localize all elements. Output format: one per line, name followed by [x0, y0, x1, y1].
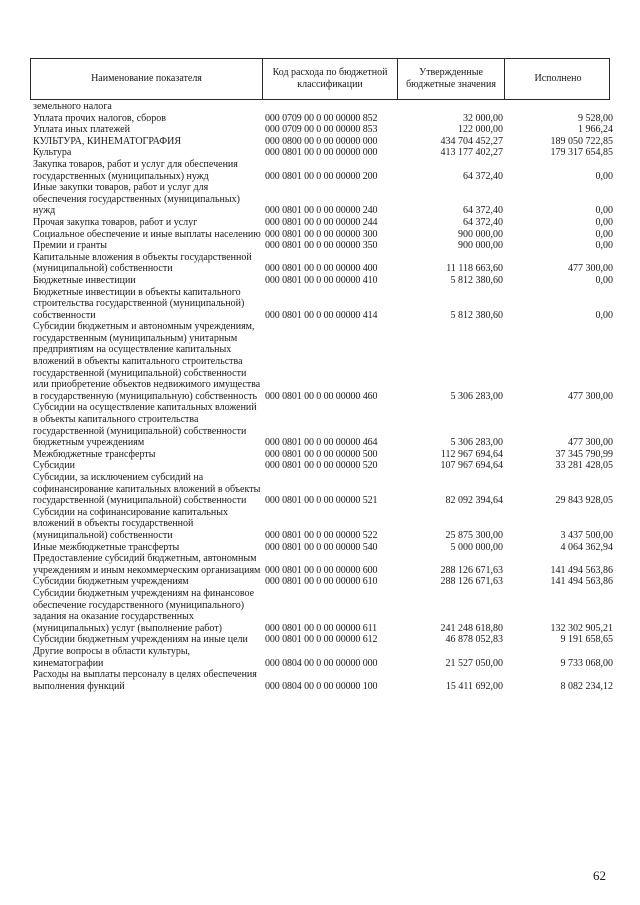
- row-name: Иные закупки товаров, работ и услуг для обеспечения государственных (муниципальных) нужд: [33, 182, 240, 217]
- table-row: [33, 240, 613, 252]
- row-name: Предоставление субсидий бюджетным, автономным учреждениям и иным некоммерческим организациям: [33, 553, 261, 576]
- table-row: [33, 217, 613, 229]
- row-approved: 46 878 052,83: [445, 634, 503, 646]
- table-row: [33, 182, 613, 217]
- table-row: [33, 229, 613, 241]
- row-code: 000 0709 00 0 00 00000 853: [265, 124, 378, 136]
- table-row: [33, 507, 613, 542]
- row-approved: 64 372,40: [463, 170, 503, 182]
- row-approved: 288 126 671,63: [440, 564, 503, 576]
- row-executed: 9 528,00: [578, 112, 613, 124]
- table-row: [33, 460, 613, 472]
- row-executed: 1 966,24: [578, 124, 613, 136]
- row-code: 000 0801 00 0 00 00000 200: [265, 170, 378, 182]
- row-name: Культура: [33, 147, 72, 159]
- row-approved: 82 092 394,64: [445, 495, 503, 507]
- row-code: 000 0800 00 0 00 00000 000: [265, 135, 378, 147]
- row-code: 000 0801 00 0 00 00000 244: [265, 216, 378, 228]
- table-row: [33, 669, 613, 692]
- row-code: 000 0804 00 0 00 00000 000: [265, 657, 378, 669]
- header-approved: Утвержденные бюджетные значения: [398, 59, 505, 99]
- row-code: 000 0801 00 0 00 00000 000: [265, 147, 378, 159]
- table-header: [30, 58, 610, 100]
- row-code: 000 0801 00 0 00 00000 522: [265, 529, 378, 541]
- table-row: [33, 136, 613, 148]
- row-approved: 112 967 694,64: [440, 448, 503, 460]
- row-code: 000 0801 00 0 00 00000 612: [265, 634, 378, 646]
- table-row: [33, 542, 613, 554]
- row-executed: 0,00: [595, 240, 613, 252]
- table-row: [33, 101, 613, 113]
- row-executed: 0,00: [595, 170, 613, 182]
- table-body: [33, 101, 613, 692]
- row-approved: 434 704 452,27: [440, 135, 503, 147]
- row-code: 000 0801 00 0 00 00000 521: [265, 495, 378, 507]
- row-name: Капитальные вложения в объекты государственной (муниципальной) собственности: [33, 251, 252, 275]
- row-approved: 241 248 618,80: [440, 622, 503, 634]
- row-name: Субсидии бюджетным учреждениям: [33, 576, 189, 588]
- row-executed: 141 494 563,86: [550, 564, 613, 576]
- header-name: Наименование показателя: [31, 59, 263, 99]
- row-name: Закупка товаров, работ и услуг для обеспечения государственных (муниципальных) нужд: [33, 158, 238, 182]
- table-row: [33, 275, 613, 287]
- row-name: КУЛЬТУРА, КИНЕМАТОГРАФИЯ: [33, 135, 181, 147]
- row-approved: 25 875 300,00: [445, 529, 503, 541]
- row-executed: 33 281 428,05: [555, 460, 613, 472]
- row-name: Межбюджетные трансферты: [33, 448, 156, 460]
- row-code: 000 0801 00 0 00 00000 350: [265, 240, 378, 252]
- row-code: 000 0801 00 0 00 00000 610: [265, 576, 378, 588]
- row-code: 000 0804 00 0 00 00000 100: [265, 680, 378, 692]
- row-approved: 5 000 000,00: [450, 541, 503, 553]
- row-name: Прочая закупка товаров, работ и услуг: [33, 216, 198, 228]
- row-name: Субсидии бюджетным учреждениям на финансовое обеспечение государственного (муниципального) задания на оказание государственных (муниципальных) услуг (выполнение работ): [33, 587, 255, 634]
- row-code: 000 0801 00 0 00 00000 414: [265, 309, 378, 321]
- table-row: [33, 147, 613, 159]
- row-approved: 5 812 380,60: [450, 274, 503, 286]
- row-name: Субсидии: [33, 460, 75, 472]
- table-row: [33, 634, 613, 646]
- row-approved: 32 000,00: [463, 112, 503, 124]
- row-name: Субсидии, за исключением субсидий на софинансирование капитальных вложений в объекты государственной (муниципальной) собственности: [33, 472, 261, 507]
- table-row: [33, 287, 613, 322]
- row-executed: 37 345 790,99: [555, 448, 613, 460]
- row-approved: 15 411 692,00: [445, 680, 503, 692]
- row-executed: 132 302 905,21: [550, 622, 613, 634]
- row-name: Бюджетные инвестиции: [33, 274, 136, 286]
- row-name: Премии и гранты: [33, 240, 108, 252]
- row-name: Иные межбюджетные трансферты: [33, 541, 180, 553]
- row-code: 000 0801 00 0 00 00000 460: [265, 390, 378, 402]
- row-approved: 122 000,00: [458, 124, 503, 136]
- row-name: Уплата прочих налогов, сборов: [33, 112, 166, 124]
- table-row: [33, 159, 613, 182]
- row-name: земельного налога: [33, 101, 112, 112]
- row-approved: 107 967 694,64: [440, 460, 503, 472]
- row-code: 000 0801 00 0 00 00000 464: [265, 437, 378, 449]
- row-code: 000 0801 00 0 00 00000 240: [265, 205, 378, 217]
- row-code: 000 0801 00 0 00 00000 540: [265, 541, 378, 553]
- row-approved: 64 372,40: [463, 216, 503, 228]
- table-row: [33, 124, 613, 136]
- row-name: Социальное обеспечение и иные выплаты населению: [33, 228, 261, 240]
- row-approved: 900 000,00: [458, 240, 503, 252]
- row-code: 000 0801 00 0 00 00000 410: [265, 274, 378, 286]
- header-code: Код расхода по бюджетной классификации: [263, 59, 398, 99]
- row-executed: 3 437 500,00: [560, 529, 613, 541]
- row-approved: 5 306 283,00: [450, 390, 503, 402]
- row-executed: 9 191 658,65: [560, 634, 613, 646]
- row-executed: 477 300,00: [568, 263, 613, 275]
- row-executed: 0,00: [595, 274, 613, 286]
- row-name: Субсидии бюджетным учреждениям на иные цели: [33, 634, 248, 646]
- row-executed: 8 082 234,12: [560, 680, 613, 692]
- table-row: [33, 553, 613, 576]
- row-executed: 477 300,00: [568, 437, 613, 449]
- row-approved: 5 812 380,60: [450, 309, 503, 321]
- row-executed: 0,00: [595, 205, 613, 217]
- header-executed: Исполнено: [534, 73, 582, 84]
- table-row: [33, 449, 613, 461]
- row-approved: 5 306 283,00: [450, 437, 503, 449]
- row-executed: 0,00: [595, 309, 613, 321]
- row-executed: 4 064 362,94: [560, 541, 613, 553]
- row-executed: 0,00: [595, 216, 613, 228]
- row-code: 000 0801 00 0 00 00000 500: [265, 448, 378, 460]
- table-row: [33, 646, 613, 669]
- row-name: Субсидии бюджетным и автономным учреждениям, государственным (муниципальным) унитарным предприятиям на осуществление капитальных вложений в объекты капитального строительства государственной (муниципальной) собственности или приобретение объектов недвижимого имущества в государственную (муниципальную) собственность: [33, 321, 261, 402]
- row-name: Бюджетные инвестиции в объекты капитального строительства государственной (муниципальной) собственности: [33, 286, 245, 321]
- row-executed: 477 300,00: [568, 390, 613, 402]
- table-row: [33, 472, 613, 507]
- row-approved: 21 527 050,00: [445, 657, 503, 669]
- row-name: Уплата иных платежей: [33, 124, 130, 136]
- table-row: [33, 402, 613, 448]
- row-approved: 11 118 663,60: [446, 263, 503, 275]
- table-row: [33, 576, 613, 588]
- page-number: 62: [593, 868, 606, 883]
- row-approved: 900 000,00: [458, 228, 503, 240]
- table-row: [33, 113, 613, 125]
- row-executed: 9 733 068,00: [560, 657, 613, 669]
- row-executed: 179 317 654,85: [550, 147, 613, 159]
- row-name: Другие вопросы в области культуры, кинематографии: [33, 645, 191, 669]
- row-approved: 64 372,40: [463, 205, 503, 217]
- table-row: [33, 588, 613, 634]
- row-name: Расходы на выплаты персоналу в целях обеспечения выполнения функций: [33, 669, 257, 692]
- row-name: Субсидии на осуществление капитальных вложений в объекты капитального строительства государственной (муниципальной) собственности бюджетным учреждениям: [33, 402, 257, 449]
- row-executed: 0,00: [595, 228, 613, 240]
- row-approved: 288 126 671,63: [440, 576, 503, 588]
- row-executed: 189 050 722,85: [550, 135, 613, 147]
- row-name: Субсидии на софинансирование капитальных вложений в объекты государственной (муниципальной) собственности: [33, 506, 228, 541]
- row-code: 000 0801 00 0 00 00000 400: [265, 263, 378, 275]
- table-row: [33, 252, 613, 275]
- row-code: 000 0801 00 0 00 00000 600: [265, 564, 378, 576]
- row-executed: 29 843 928,05: [555, 495, 613, 507]
- row-code: 000 0801 00 0 00 00000 520: [265, 460, 378, 472]
- table-row: [33, 321, 613, 402]
- row-code: 000 0801 00 0 00 00000 300: [265, 228, 378, 240]
- row-code: 000 0709 00 0 00 00000 852: [265, 112, 378, 124]
- row-executed: 141 494 563,86: [550, 576, 613, 588]
- row-code: 000 0801 00 0 00 00000 611: [265, 622, 378, 634]
- row-approved: 413 177 402,27: [440, 147, 503, 159]
